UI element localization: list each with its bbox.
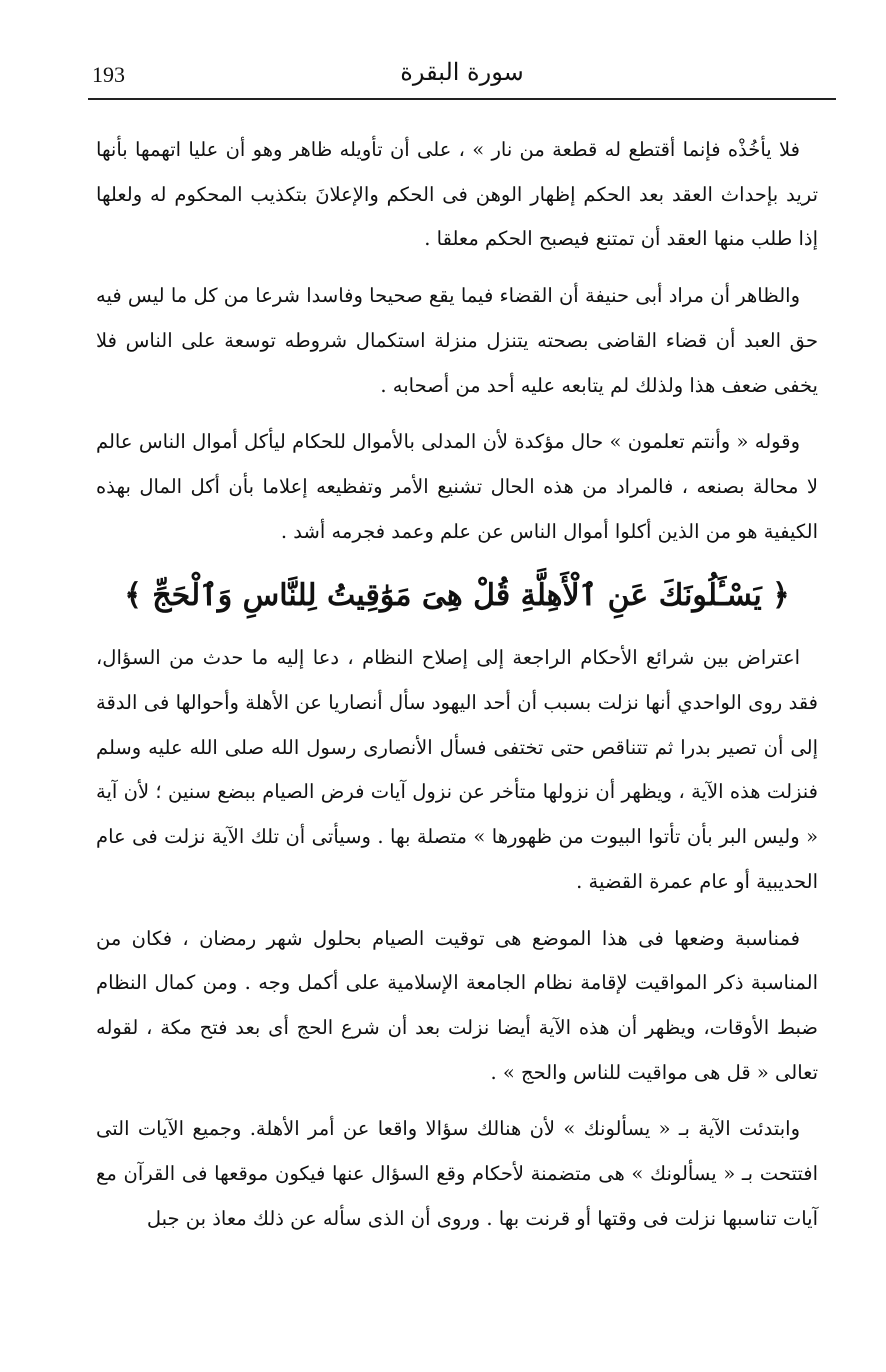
paragraph: والظاهر أن مراد أبى حنيفة أن القضاء فيما يقع صحيحا وفاسدا شرعا من كل ما ليس فيه حق العبد أن قضاء القاضى بصحته يتنزل منزلة استكمال شروطه توسعة على الناس فلا يخفى ضعف هذا ولذلك لم يتابعه عليه أحد من أصحابه . <box>96 284 818 397</box>
paragraph: وقوله « وأنتم تعلمون » حال مؤكدة لأن المدلى بالأموال للحكام ليأكل أموال الناس عالم لا محالة بصنعه ، فالمراد من هذه الحال تشنيع الأمر وتفظيعه إعلاما بأن أكل المال بهذه الكيفية هو من الذين أكلوا أموال الناس عن علم وعمد فجرمه أشد . <box>96 430 818 543</box>
paragraph: وابتدئت الآية بـ « يسألونك » لأن هنالك سؤالا واقعا عن أمر الأهلة. وجميع الآيات التى افتتحت بـ « يسألونك » هى متضمنة لأحكام وقع السؤال عنها فيكون موقعها فى القرآن مع آيات تناسبها نزلت فى وقتها أو قرنت بها . وروى أن الذى سأله عن ذلك معاذ بن جبل <box>96 1117 818 1230</box>
surah-title: سورة البقرة <box>400 58 524 86</box>
paragraph: اعتراض بين شرائع الأحكام الراجعة إلى إصلاح النظام ، دعا إليه ما حدث من السؤال، فقد روى الواحدي أنها نزلت بسبب أن أحد اليهود سأل أنصاريا عن الأهلة وأحوالها فى الدقة إلى أن تصير بدرا ثم تتناقص حتى تختفى فسأل الأنصارى رسول الله صلى الله عليه وسلم فنزلت هذه الآية ، ويظهر أن نزولها متأخر عن نزول آيات فرض الصيام ببضع سنين ؛ لأن آية « وليس البر بأن تأتوا البيوت من ظهورها » متصلة بها . وسيأتى أن تلك الآية نزلت فى عام الحديبية أو عام عمرة القضية . <box>96 646 818 893</box>
page-header <box>88 58 836 100</box>
quran-verse: ﴿ يَسْـَٔلُونَكَ عَنِ ٱلْأَهِلَّةِ قُلْ هِىَ مَوَٰقِيتُ لِلنَّاسِ وَٱلْحَجِّ ﴾ <box>124 578 790 614</box>
paragraph: فلا يأخُذْه فإنما أقتطع له قطعة من نار » ، على أن تأويله ظاهر وهو أن عليا اتهمها بأنها تريد بإحداث العقد بعد الحكم إظهار الوهن فى الحكم والإعلانَ بتكذيب المحكوم له ولعلها إذا طلب منها العقد أن تمتنع فيصبح الحكم معلقا . <box>96 138 818 251</box>
page-number: 193 <box>92 62 125 87</box>
paragraph: فمناسبة وضعها فى هذا الموضع هى توقيت الصيام بحلول شهر رمضان ، فكان من المناسبة ذكر المواقيت لإقامة نظام الجامعة الإسلامية على أكمل وجه . ومن كمال النظام ضبط الأوقات، ويظهر أن هذه الآية أيضا نزلت بعد أن شرع الحج أى بعد فتح مكة ، لقوله تعالى « قل هى مواقيت للناس والحج » . <box>96 926 818 1084</box>
page-body <box>96 128 818 1253</box>
